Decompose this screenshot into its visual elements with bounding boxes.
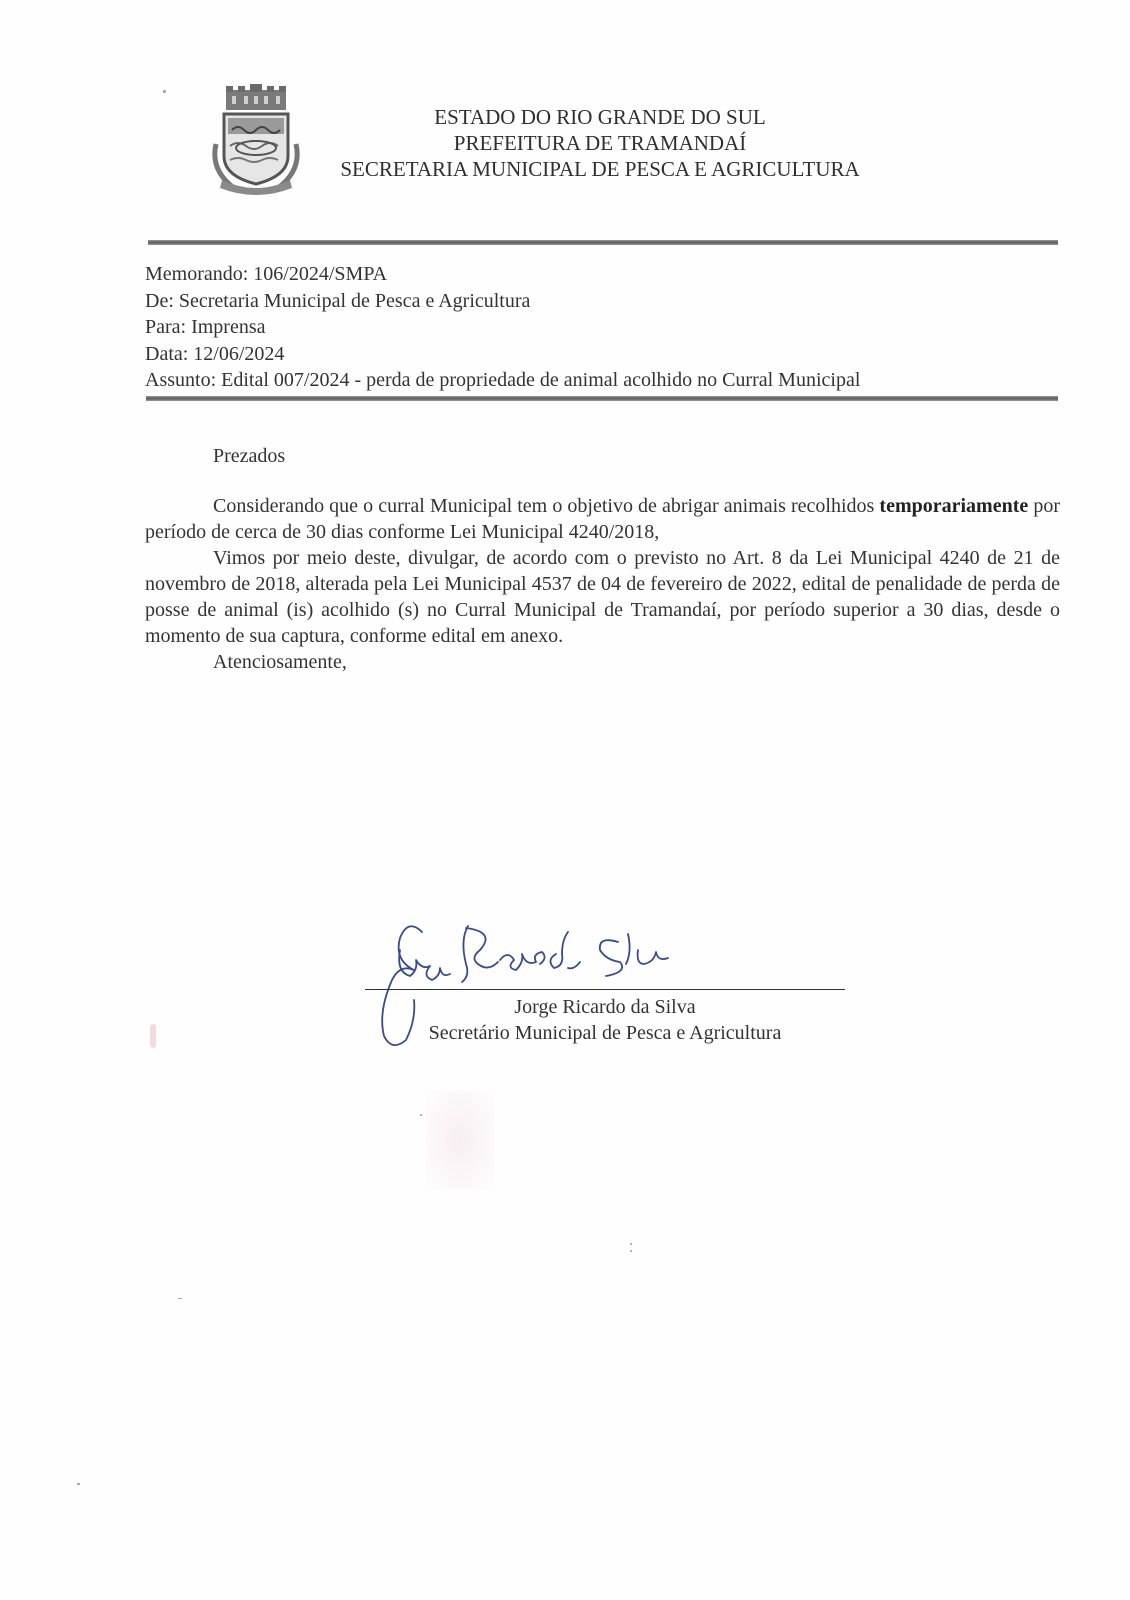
scan-speck <box>77 1483 80 1485</box>
coat-of-arms-icon <box>208 84 304 196</box>
letterhead-prefecture: PREFEITURA DE TRAMANDAÍ <box>453 131 747 155</box>
scan-speck <box>630 1243 632 1245</box>
handwritten-signature <box>370 920 710 1070</box>
scan-speck <box>630 1250 632 1252</box>
signer-name: Jorge Ricardo da Silva <box>514 996 696 1018</box>
paragraph-1-tail: por período de cerca de 30 dias conforme Lei Municipal 4240/2018, <box>145 495 1060 543</box>
letterhead-state: ESTADO DO RIO GRANDE DO SUL <box>434 105 766 129</box>
memo-number: Memorando: 106/2024/SMPA <box>145 263 388 285</box>
memo-date: Data: 12/06/2024 <box>145 342 285 365</box>
scan-speck <box>420 1114 422 1116</box>
scan-speck <box>178 1298 182 1299</box>
header-divider <box>148 240 1058 245</box>
scan-mark <box>150 1024 156 1048</box>
scan-speck <box>163 90 166 93</box>
signer-role: Secretário Municipal de Pesca e Agricultura <box>428 1022 782 1044</box>
paragraph-2: Vimos por meio deste, divulgar, de acordo com o previsto no Art. 8 da Lei Municipal 4240 de 21 de novembro de 2018, alterada pela Lei Municipal 4537 de 04 de fevereiro de 2022, edital de penalidade de perda de posse de animal (is) acolhido (s) no Curral Municipal de Tramandaí, por período superior a 30 dias, desde o momento de sua captura, conforme edital em anexo. <box>145 547 1060 647</box>
paragraph-1-text: Considerando que o curral Municipal tem o objetivo de abrigar animais recolhidos <box>213 495 880 517</box>
closing: Atenciosamente, <box>213 651 347 673</box>
letter-body <box>145 443 1060 675</box>
signature-line <box>365 989 845 990</box>
scan-smudge <box>425 1090 495 1190</box>
letterhead <box>300 104 900 182</box>
greeting: Prezados <box>213 445 286 467</box>
memo-divider <box>146 396 1058 401</box>
memo-subject: Assunto: Edital 007/2024 - perda de propriedade de animal acolhido no Curral Municipal <box>145 369 861 391</box>
memo-block <box>145 261 860 394</box>
paragraph-1-bold: temporariamente <box>879 495 1029 517</box>
memo-from: De: Secretaria Municipal de Pesca e Agricultura <box>145 289 531 312</box>
memo-to: Para: Imprensa <box>145 316 266 338</box>
paragraph-1 <box>145 493 1060 545</box>
letterhead-secretariat: SECRETARIA MUNICIPAL DE PESCA E AGRICULTURA <box>340 157 860 181</box>
